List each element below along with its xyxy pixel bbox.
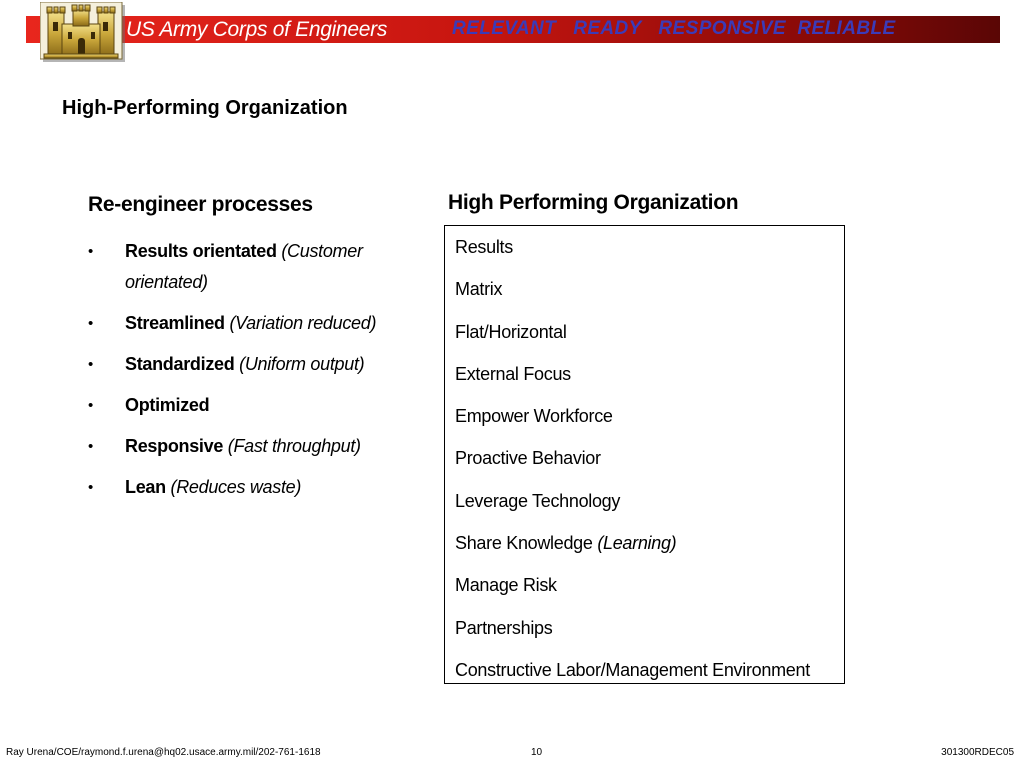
list-item: • Streamlined (Variation reduced)	[88, 308, 408, 339]
list-item: Empower Workforce	[455, 406, 613, 427]
characteristics-list	[445, 226, 844, 697]
doc-code: 301300RDEC05	[941, 747, 1014, 758]
page-number: 10	[531, 747, 543, 758]
list-item: External Focus	[455, 363, 571, 384]
bullet-icon: •	[88, 356, 93, 373]
list-item: • Results orientated (Customer orientated)	[88, 236, 408, 298]
castle-logo-icon	[40, 2, 126, 62]
list-item: Results	[455, 237, 513, 257]
process-list	[88, 236, 408, 513]
list-item: Proactive Behavior	[455, 448, 601, 469]
org-name: US Army Corps of Engineers	[126, 18, 388, 41]
list-item: Flat/Horizontal	[455, 321, 567, 342]
list-item: Manage Risk	[455, 575, 557, 596]
list-item: Leverage Technology	[455, 490, 621, 511]
bullet-icon: •	[88, 243, 93, 260]
list-item: • Lean (Reduces waste)	[88, 472, 408, 503]
characteristics-box	[444, 225, 845, 684]
bullet-icon: •	[88, 479, 93, 496]
footer-author: Ray Urena/COE/raymond.f.urena@hq02.usace.army.mil/202-761-1618	[6, 747, 321, 758]
list-item: • Optimized	[88, 390, 408, 421]
bullet-icon: •	[88, 438, 93, 455]
left-heading: Re-engineer processes	[88, 193, 313, 216]
list-item: Matrix	[455, 279, 503, 300]
list-item: Share Knowledge (Learning)	[455, 533, 677, 554]
bullet-icon: •	[88, 397, 93, 414]
page-title: High-Performing Organization	[62, 97, 348, 119]
list-item: • Standardized (Uniform output)	[88, 349, 408, 380]
header-banner	[26, 16, 1000, 43]
bullet-icon: •	[88, 315, 93, 332]
list-item: Partnerships	[455, 617, 553, 638]
right-heading: High Performing Organization	[448, 191, 739, 214]
list-item: Constructive Labor/Management Environment	[455, 659, 810, 680]
motto: RELEVANT READY RESPONSIVE RELIABLE	[452, 18, 896, 39]
list-item: • Responsive (Fast throughput)	[88, 431, 408, 462]
